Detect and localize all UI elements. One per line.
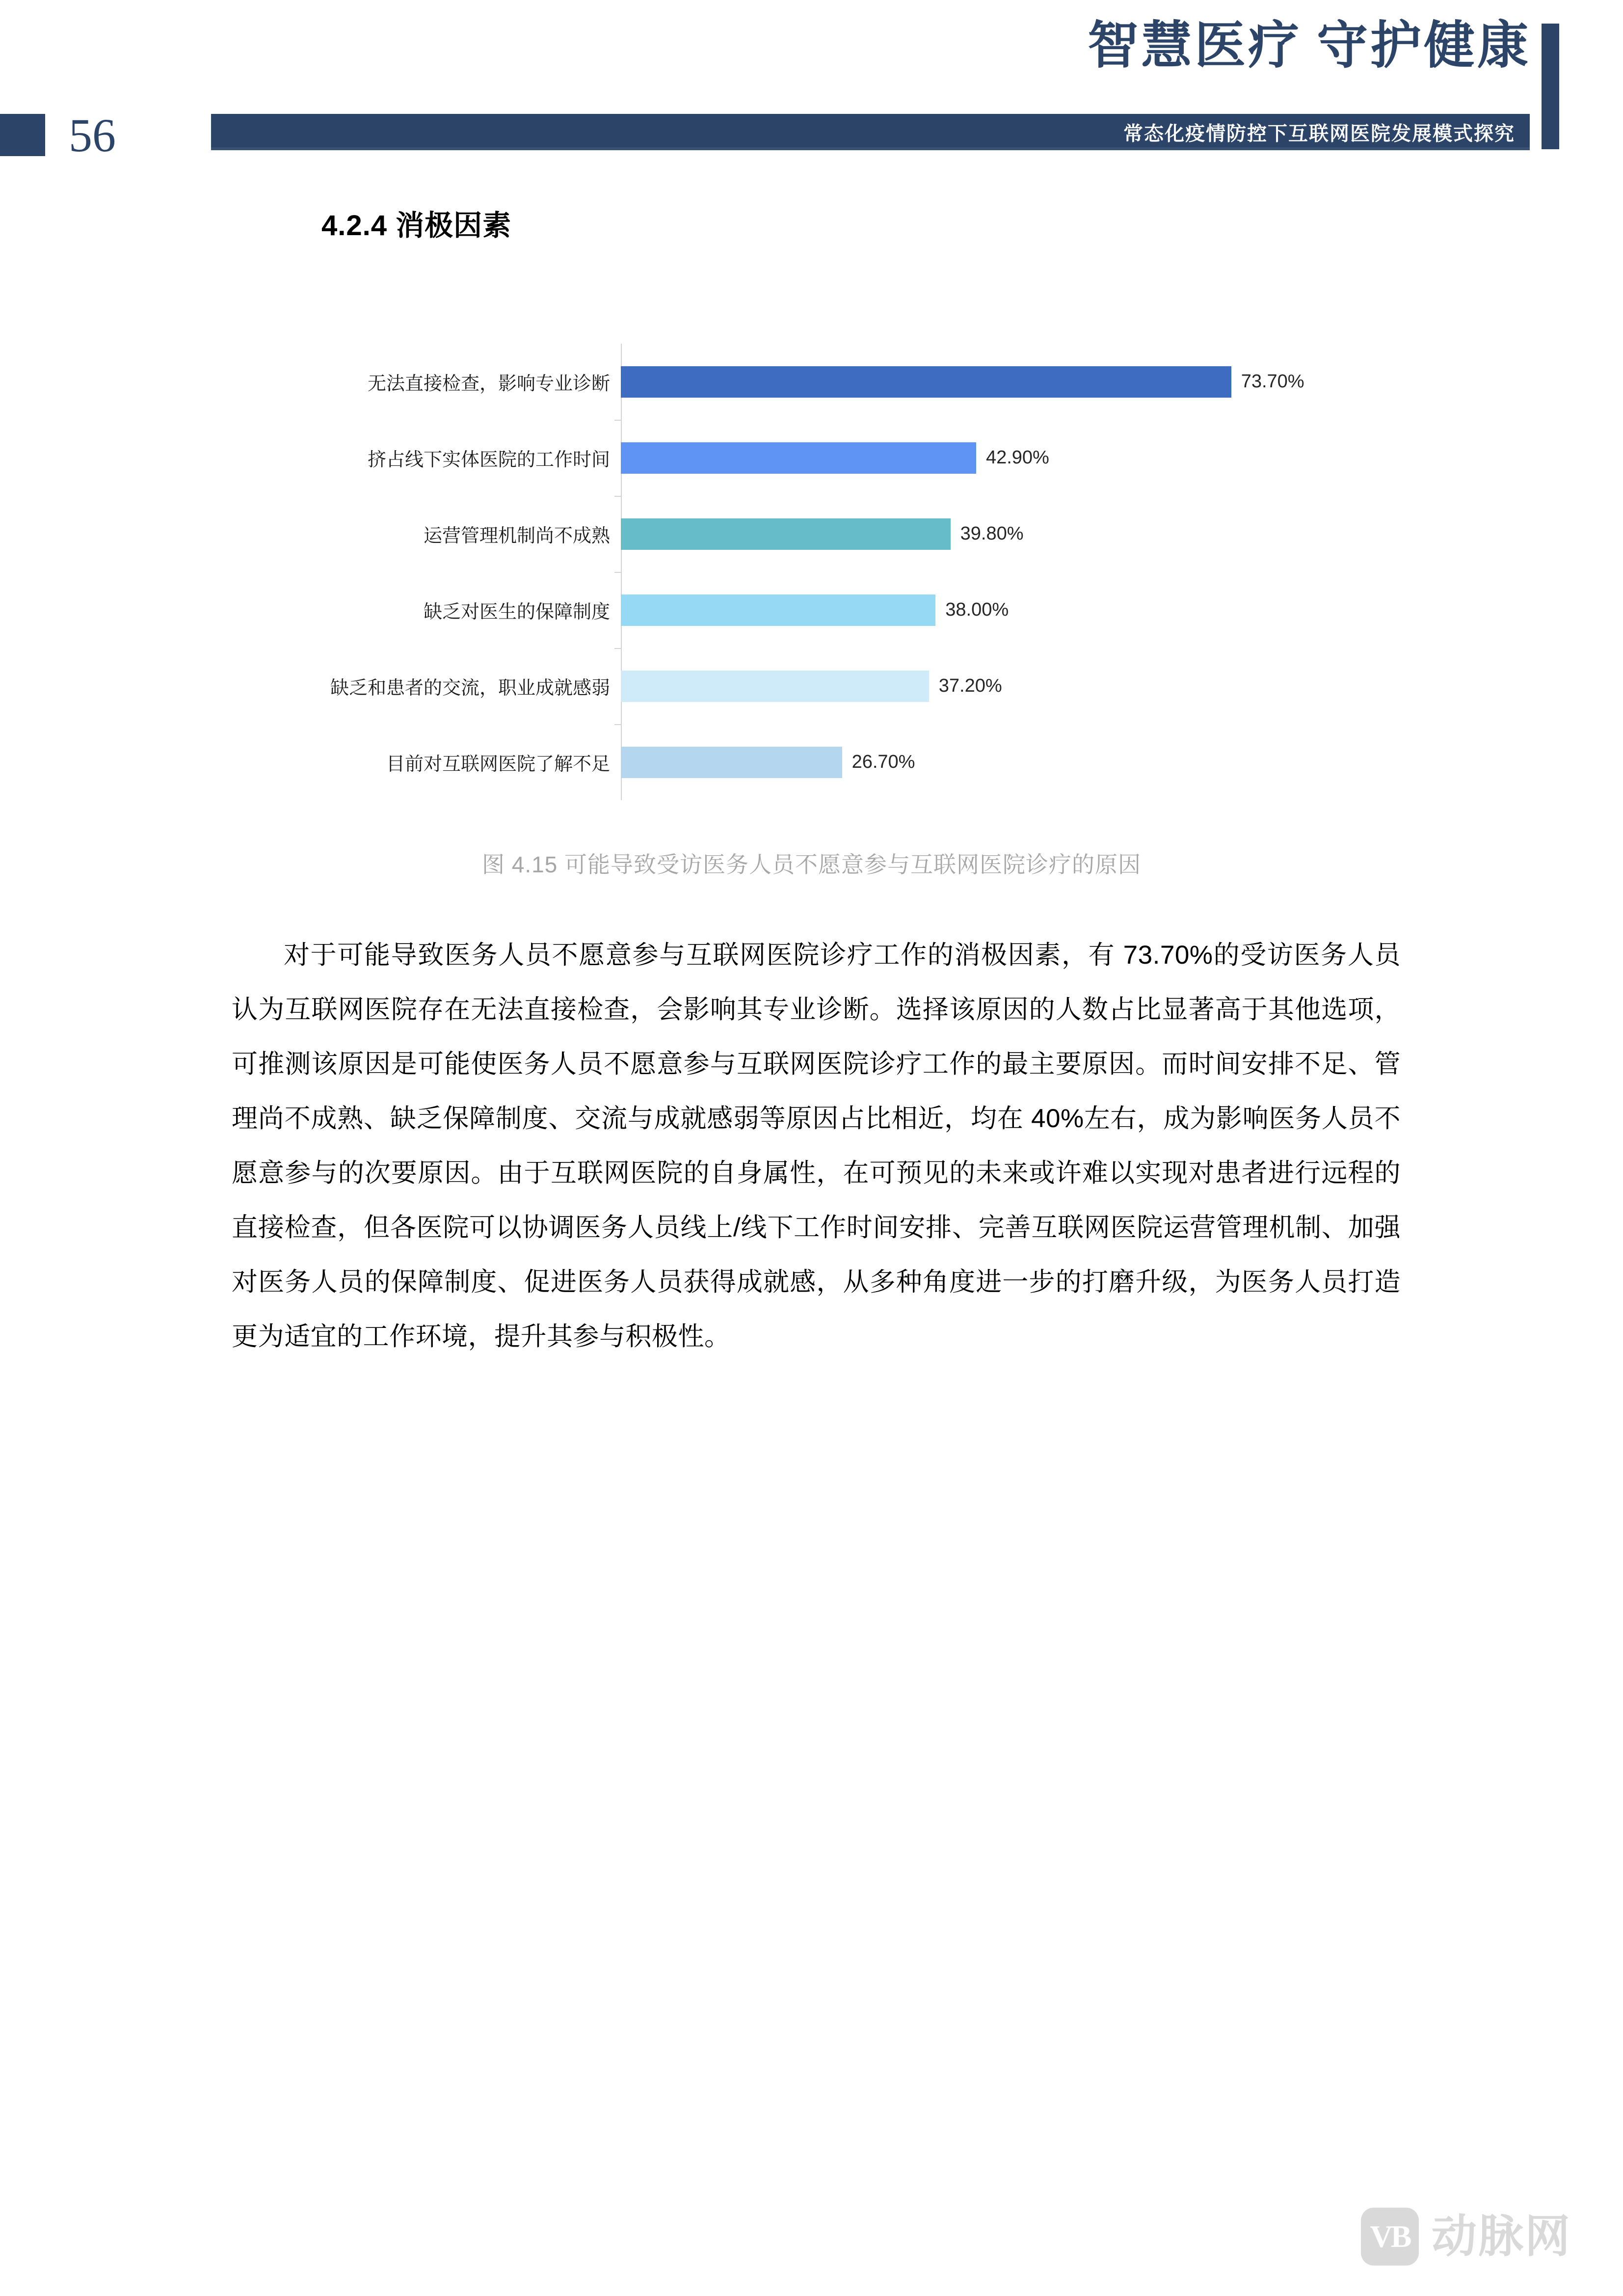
chart-value-label: 39.80% — [960, 523, 1024, 544]
chart-category-label: 挤占线下实体医院的工作时间 — [367, 450, 610, 470]
chart-bar-area — [621, 496, 1320, 572]
watermark — [1361, 2208, 1571, 2266]
chart-bar — [621, 442, 976, 474]
chart-category-label: 目前对互联网医院了解不足 — [386, 754, 610, 775]
chart-axis-tick — [614, 496, 621, 497]
chart-bar-row — [314, 572, 1320, 648]
chart-bar-area — [621, 724, 1320, 800]
chart-bar-area — [621, 344, 1320, 420]
chart-bar — [621, 518, 951, 550]
header-left-accent-block — [0, 114, 45, 156]
chart-bar-area — [621, 572, 1320, 648]
chart-category-label: 缺乏对医生的保障制度 — [423, 602, 610, 622]
figure-caption: 图 4.15 可能导致受访医务人员不愿意参与互联网医院诊疗的原因 — [481, 852, 1142, 877]
chart-value-label: 73.70% — [1241, 371, 1304, 392]
chart-value-label: 26.70% — [851, 752, 915, 772]
chart-category-label: 无法直接检查，影响专业诊断 — [367, 374, 610, 394]
chart-bar-area — [621, 420, 1320, 496]
chart-category-label: 缺乏和患者的交流，职业成就感弱 — [330, 678, 610, 699]
body-paragraph: 对于可能导致医务人员不愿意参与互联网医院诊疗工作的消极因素，有 73.70%的受访医务人员认为互联网医院存在无法直接检查，会影响其专业诊断。选择该原因的人数占比显著高于其他选项，可推测该原因是可能使医务人员不愿意参与互联网医院诊疗工作的最主要原因。而时间安排不足、管理尚不成熟、缺乏保障制度、交流与成就感弱等原因占比相近，均在 40%左右，成为影响医务人员不愿意参与的次要原因。由于互联网医院的自身属性，在可预见的未来或许难以实现对患者进行远程的直接检查，但各医院可以协调医务人员线上/线下工作时间安排、完善互联网医院运营管理机制、加强对医务人员的保障制度、促进医务人员获得成就感，从多种角度进一步的打磨升级，为医务人员打造更为适宜的工作环境，提升其参与积极性。 — [232, 941, 1401, 1351]
header-subtitle: 常态化疫情防控下互联网医院发展模式探究 — [1123, 122, 1515, 145]
chart-category-label: 运营管理机制尚不成熟 — [423, 526, 610, 546]
bar-chart — [314, 344, 1320, 800]
chart-bar-row — [314, 344, 1320, 420]
chart-value-label: 38.00% — [945, 599, 1009, 620]
chart-value-label: 42.90% — [985, 447, 1049, 468]
body-text — [232, 928, 1401, 1364]
chart-axis-tick — [614, 724, 621, 725]
page-number: 56 — [69, 109, 116, 162]
header-right-accent-bar — [1542, 24, 1559, 149]
chart-bar — [621, 747, 842, 778]
chart-axis-tick — [614, 572, 621, 573]
header-subtitle-bar — [211, 114, 1530, 150]
chart-value-label: 37.20% — [938, 675, 1002, 696]
watermark-text: 动脉网 — [1431, 2212, 1571, 2262]
chart-bar — [621, 366, 1231, 398]
chart-bar — [621, 594, 935, 626]
chart-bar-row — [314, 648, 1320, 724]
watermark-logo-icon: VB — [1361, 2208, 1419, 2266]
chart-axis-tick — [614, 420, 621, 421]
page-header — [0, 0, 1623, 172]
chart-bar — [621, 671, 929, 702]
chart-bar-row — [314, 496, 1320, 572]
chart-bar-row — [314, 420, 1320, 496]
chart-axis-tick — [614, 648, 621, 649]
header-title: 智慧医疗 守护健康 — [1087, 18, 1531, 74]
chart-bar-area — [621, 648, 1320, 724]
section-heading: 4.2.4 消极因素 — [321, 210, 512, 242]
chart-bar-row — [314, 724, 1320, 800]
